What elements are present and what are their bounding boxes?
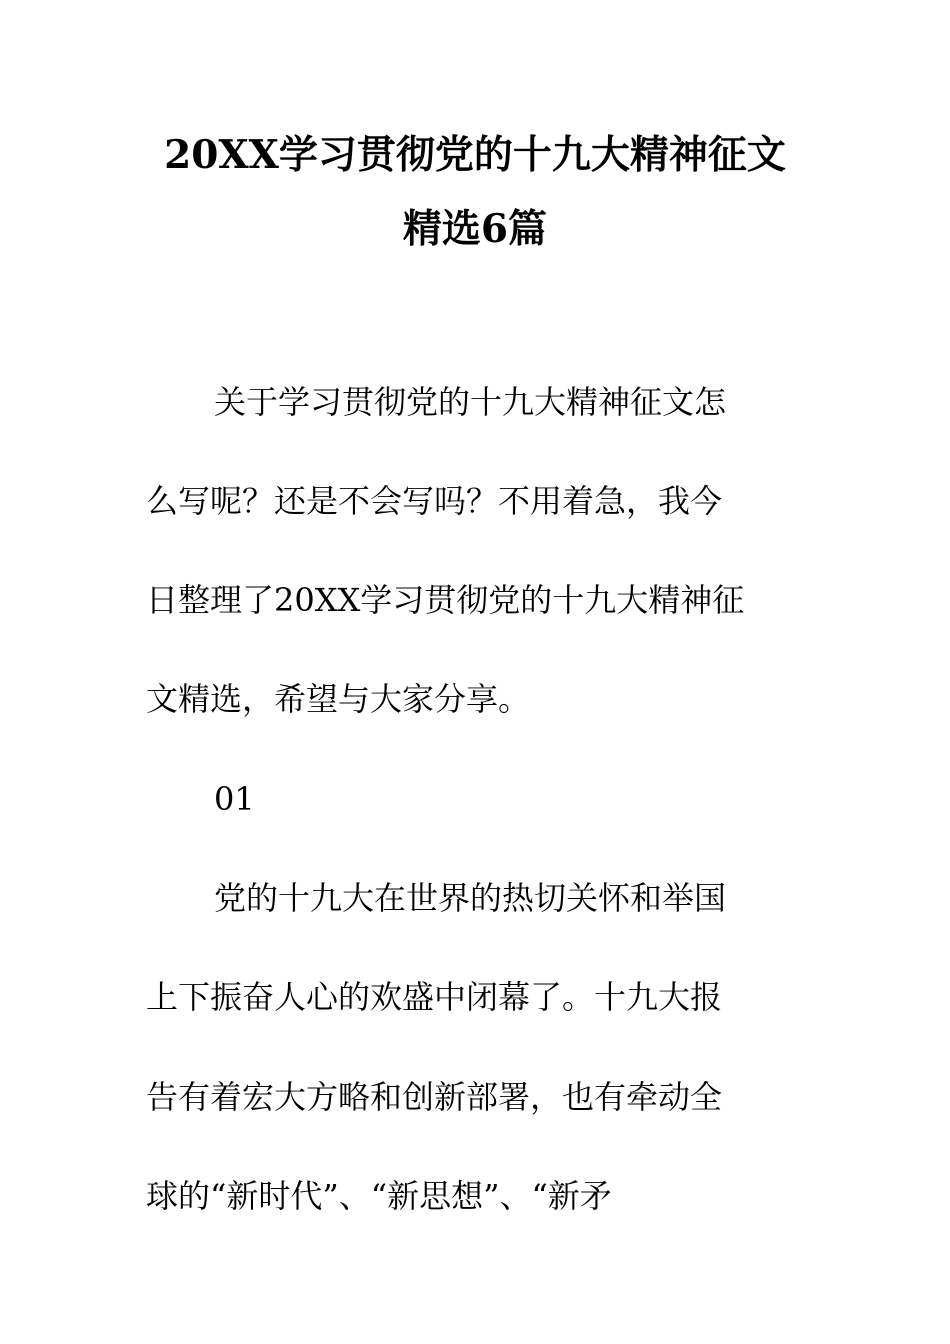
- intro-line-1: 关于学习贯彻党的十九大精神征文怎: [214, 383, 727, 421]
- document-title-line-1: 20XX学习贯彻党的十九大精神征文: [164, 132, 786, 178]
- section-line-1: 党的十九大在世界的热切关怀和举国: [214, 879, 727, 917]
- intro-line-2: 么写呢？还是不会写吗？不用着急，我今: [146, 482, 723, 520]
- intro-line-3: 日整理了20XX学习贯彻党的十九大精神征: [146, 581, 745, 619]
- section-line-4: 球的“新时代”、“新思想”、“新矛: [146, 1177, 612, 1215]
- section-line-2: 上下振奋人心的欢盛中闭幕了。十九大报: [146, 978, 723, 1016]
- section-line-3: 告有着宏大方略和创新部署，也有牵动全: [146, 1078, 723, 1116]
- intro-line-4: 文精选，希望与大家分享。: [146, 680, 531, 718]
- section-number: 01: [214, 780, 255, 818]
- document-title-line-2: 精选6篇: [402, 206, 548, 252]
